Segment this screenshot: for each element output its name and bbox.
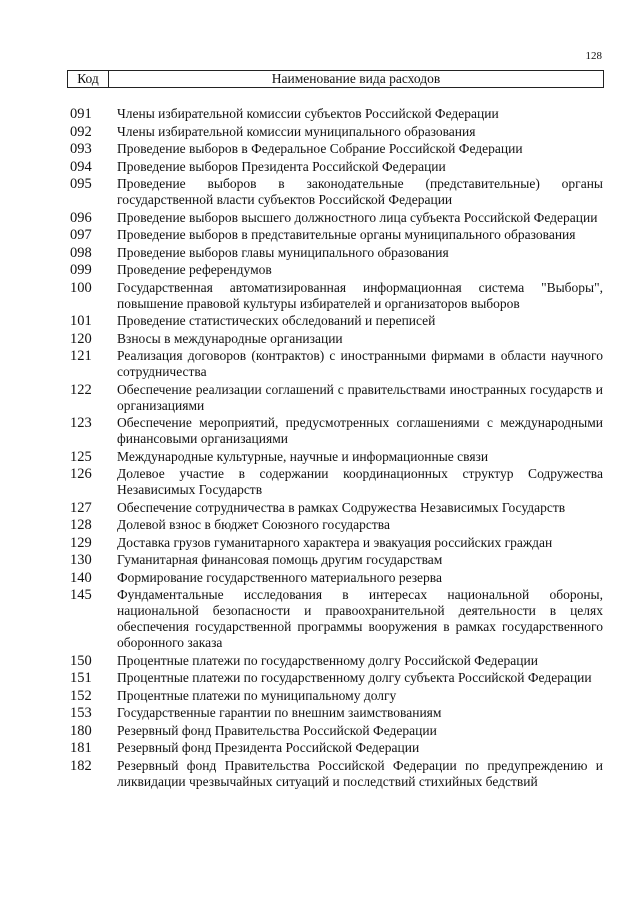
expense-name: Проведение выборов главы муниципального образования: [117, 244, 449, 260]
table-row: [70, 466, 603, 498]
expense-name: Обеспечение реализации соглашений с правительствами иностранных государств и организациями: [117, 381, 603, 413]
table-row: [70, 331, 603, 347]
expense-code: 180: [70, 722, 92, 739]
expense-code: 093: [70, 141, 92, 157]
table-row: [70, 415, 603, 447]
expense-name: Резервный фонд Президента Российской Федерации: [117, 740, 420, 755]
expense-name: Долевой взнос в бюджет Союзного государства: [117, 517, 390, 532]
expense-code: 097: [70, 227, 92, 243]
table-row: [70, 382, 603, 414]
table-row: [70, 670, 603, 686]
expense-code: 100: [70, 279, 92, 296]
expense-name: Обеспечение сотрудничества в рамках Содружества Независимых Государств: [117, 499, 566, 515]
expense-name: Проведение референдумов: [117, 262, 272, 277]
table-row: [70, 705, 603, 721]
expense-code: 099: [70, 262, 92, 278]
expense-name: Гуманитарная финансовая помощь другим государствам: [117, 552, 443, 567]
expense-name: Долевое участие в содержании координационных структур Содружества Независимых Государств: [117, 466, 603, 497]
expense-code: 153: [70, 705, 92, 721]
expense-name: Проведение выборов в законодательные (представительные) органы государственной власти субъектов Российской Федерации: [117, 176, 603, 207]
table-row: [70, 552, 603, 568]
expense-name: Проведение выборов в Федеральное Собрание Российской Федерации: [117, 141, 523, 156]
expense-code: 125: [70, 448, 92, 465]
expense-code: 122: [70, 381, 92, 398]
expense-code: 145: [70, 587, 92, 603]
expense-name: Проведение выборов Президента Российской Федерации: [117, 158, 446, 174]
table-row: [70, 280, 603, 312]
expense-name: Процентные платежи по государственному долгу Российской Федерации: [117, 652, 538, 668]
column-header-name: Наименование вида расходов: [271, 71, 441, 86]
expense-code: 152: [70, 687, 92, 704]
expense-name: Государственная автоматизированная информационная система "Выборы", повышение правовой культуры избирателей и организаторов выборов: [117, 279, 603, 311]
expense-code: 127: [70, 499, 92, 516]
expense-name: Проведение выборов высшего должностного лица субъекта Российской Федерации: [117, 209, 598, 225]
table-row: [70, 245, 603, 261]
table-row: [70, 517, 603, 533]
expense-code: 140: [70, 569, 92, 586]
table-row: [70, 348, 603, 380]
expense-name: Международные культурные, научные и информационные связи: [117, 448, 489, 464]
table-row: [70, 141, 603, 157]
expense-type-list: [70, 106, 603, 791]
table-header: [67, 70, 604, 88]
table-row: [70, 500, 603, 516]
expense-code: 150: [70, 652, 92, 669]
table-row: [70, 262, 603, 278]
expense-code: 095: [70, 176, 92, 192]
expense-code: 101: [70, 313, 92, 329]
table-row: [70, 653, 603, 669]
expense-code: 094: [70, 158, 92, 175]
table-row: [70, 106, 603, 122]
expense-name: Резервный фонд Правительства Российской Федерации: [117, 722, 437, 738]
expense-name: Реализация договоров (контрактов) с иностранными фирмами в области научного сотрудничества: [117, 348, 603, 379]
expense-code: 126: [70, 466, 92, 482]
table-row: [70, 758, 603, 790]
table-row: [70, 176, 603, 208]
column-header-code: Код: [68, 71, 109, 87]
expense-code: 182: [70, 757, 92, 774]
table-row: [70, 587, 603, 651]
expense-code: 120: [70, 330, 92, 347]
expense-name: Фундаментальные исследования в интересах национальной обороны, национальной безопасности и правоохранительной деятельности в целях обеспечения государственной программы вооружения в рамках государственного оборонного заказа: [117, 587, 603, 650]
expense-code: 181: [70, 740, 92, 756]
expense-code: 130: [70, 552, 92, 568]
expense-name: Государственные гарантии по внешним заимствованиям: [117, 705, 442, 720]
expense-name: Процентные платежи по муниципальному долгу: [117, 687, 397, 703]
expense-code: 129: [70, 534, 92, 551]
expense-code: 121: [70, 348, 92, 364]
expense-code: 151: [70, 670, 92, 686]
table-row: [70, 570, 603, 586]
table-row: [70, 227, 603, 243]
table-row: [70, 159, 603, 175]
table-row: [70, 210, 603, 226]
table-row: [70, 740, 603, 756]
expense-name: Резервный фонд Правительства Российской Федерации по предупреждению и ликвидации чрезвычайных ситуаций и последствий стихийных бедствий: [117, 757, 603, 789]
expense-name: Процентные платежи по государственному долгу субъекта Российской Федерации: [117, 670, 592, 685]
table-row: [70, 449, 603, 465]
expense-code: 096: [70, 209, 92, 226]
expense-code: 092: [70, 123, 92, 140]
expense-name: Проведение выборов в представительные органы муниципального образования: [117, 227, 576, 242]
table-row: [70, 124, 603, 140]
table-row: [70, 313, 603, 329]
expense-name: Члены избирательной комиссии субъектов Российской Федерации: [117, 106, 499, 121]
expense-name: Доставка грузов гуманитарного характера и эвакуация российских граждан: [117, 534, 553, 550]
expense-code: 091: [70, 106, 92, 122]
table-row: [70, 535, 603, 551]
expense-name: Обеспечение мероприятий, предусмотренных соглашениями с международными финансовыми организациями: [117, 415, 603, 446]
table-row: [70, 688, 603, 704]
page-number: 128: [585, 50, 602, 62]
expense-code: 123: [70, 415, 92, 431]
expense-name: Взносы в международные организации: [117, 330, 343, 346]
expense-name: Члены избирательной комиссии муниципального образования: [117, 123, 476, 139]
expense-code: 128: [70, 517, 92, 533]
expense-name: Формирование государственного материального резерва: [117, 569, 442, 585]
expense-code: 098: [70, 244, 92, 261]
expense-name: Проведение статистических обследований и переписей: [117, 313, 436, 328]
table-row: [70, 723, 603, 739]
